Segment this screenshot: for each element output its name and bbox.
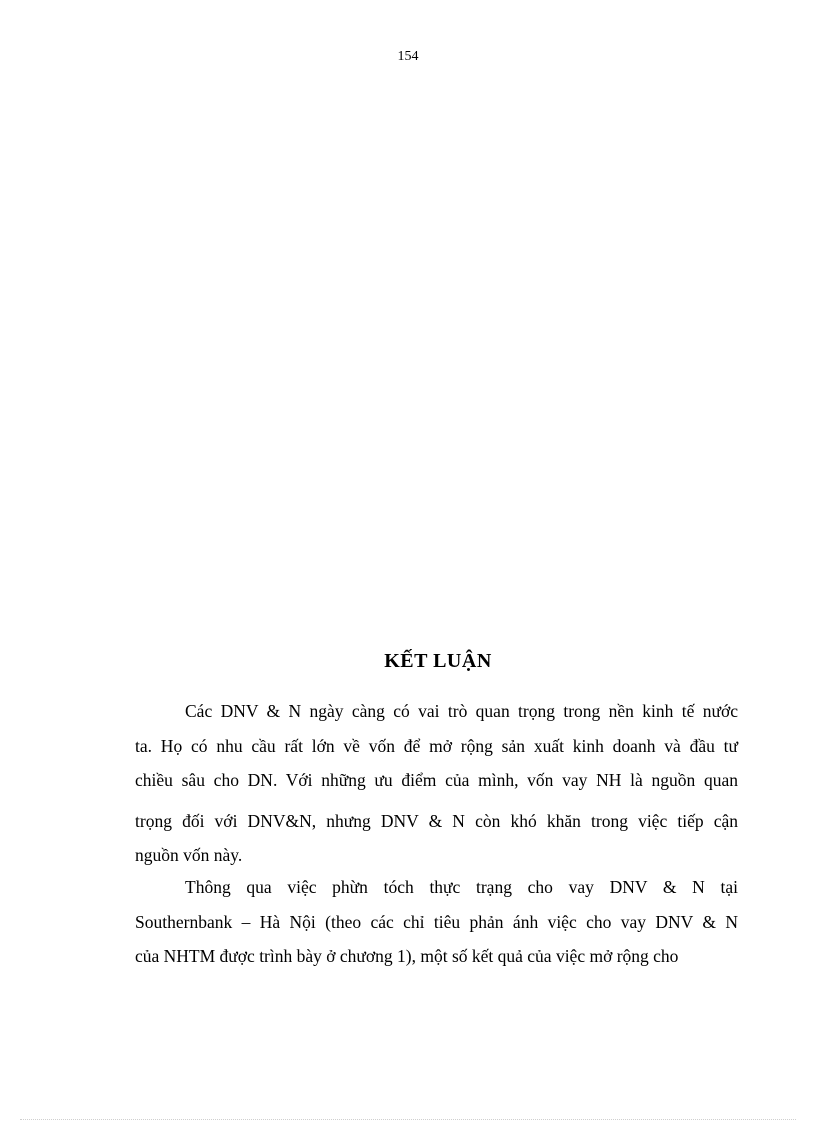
text-line: Thông qua việc phừn tóch thực trạng cho vay DNV & N tại bbox=[185, 877, 738, 897]
paragraph-2 bbox=[135, 870, 738, 974]
paragraph-1 bbox=[135, 694, 738, 873]
page-number: 154 bbox=[397, 49, 419, 64]
text-line: Southernbank – Hà Nội (theo các chỉ tiêu phản ánh việc cho vay DNV & N bbox=[135, 911, 738, 932]
text-line: nguồn vốn này. bbox=[135, 845, 243, 865]
text-line: Các DNV & N ngày càng có vai trò quan trọng trong nền kinh tế nước bbox=[185, 701, 738, 721]
page-bottom-divider bbox=[20, 1119, 796, 1120]
text-line: của NHTM được trình bày ở chương 1), một số kết quả của việc mở rộng cho bbox=[135, 946, 679, 966]
text-line: chiều sâu cho DN. Với những ưu điểm của mình, vốn vay NH là nguồn quan bbox=[135, 770, 738, 790]
text-line: ta. Họ có nhu cầu rất lớn về vốn để mở rộng sản xuất kinh doanh và đầu tư bbox=[135, 735, 738, 756]
section-title: KẾT LUẬN bbox=[384, 650, 492, 672]
text-line: trọng đối với DNV&N, nhưng DNV & N còn khó khăn trong việc tiếp cận bbox=[135, 810, 738, 831]
